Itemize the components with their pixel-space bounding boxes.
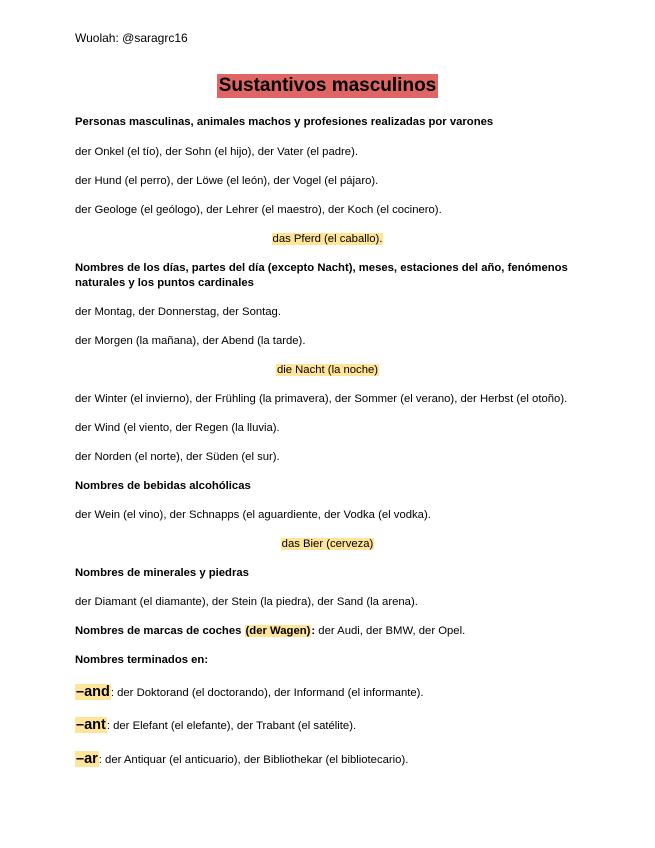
- suffix-ant: –ant: [76, 717, 106, 733]
- coches-highlight: (der Wagen): [245, 625, 311, 637]
- line-bebidas-1: der Wein (el vino), der Schnapps (el aguardiente, der Vodka (el vodka).: [75, 509, 431, 521]
- exception-bebidas-container: [0, 537, 655, 551]
- list-item-and: [75, 683, 424, 702]
- list-item-ant: [75, 716, 356, 735]
- line-dias-2: der Morgen (la mañana), der Abend (la tarde).: [75, 335, 306, 347]
- text-ant: : der Elefant (el elefante), der Trabant (el satélite).: [106, 720, 357, 732]
- heading-minerales: Nombres de minerales y piedras: [75, 567, 249, 579]
- line-dias-4: der Wind (el viento, der Regen (la lluvia).: [75, 422, 280, 434]
- line-personas-3: der Geologe (el geólogo), der Lehrer (el maestro), der Koch (el cocinero).: [75, 204, 442, 216]
- heading-terminados: Nombres terminados en:: [75, 654, 209, 666]
- watermark-text: Wuolah: @saragrc16: [75, 31, 188, 45]
- line-personas-1: der Onkel (el tío), der Sohn (el hijo), der Vater (el padre).: [75, 146, 358, 158]
- coches-colon: :: [311, 625, 316, 637]
- heading-coches: Nombres de marcas de coches: [75, 625, 242, 637]
- exception-personas: das Pferd (el caballo).: [272, 233, 383, 245]
- line-personas-2: der Hund (el perro), der Löwe (el león), der Vogel (el pájaro).: [75, 175, 379, 187]
- line-minerales-1: der Diamant (el diamante), der Stein (la piedra), der Sand (la arena).: [75, 596, 418, 608]
- title-container: [0, 74, 655, 98]
- line-coches: [75, 624, 465, 638]
- text-ar: : der Antiquar (el anticuario), der Bibliothekar (el bibliotecario).: [98, 754, 409, 766]
- coches-list: der Audi, der BMW, der Opel.: [315, 625, 466, 637]
- heading-personas: Personas masculinas, animales machos y profesiones realizadas por varones: [75, 116, 494, 128]
- list-item-ar: [75, 750, 408, 769]
- suffix-ar: –ar: [76, 751, 98, 767]
- text-and: : der Doktorand (el doctorando), der Informand (el informante).: [110, 687, 424, 699]
- line-dias-1: der Montag, der Donnerstag, der Sontag.: [75, 306, 281, 318]
- exception-dias: die Nacht (la noche): [276, 364, 379, 376]
- suffix-and: –and: [76, 684, 110, 700]
- line-dias-3: der Winter (el invierno), der Frühling (la primavera), der Sommer (el verano), der Herbst (el otoño).: [75, 393, 568, 405]
- exception-bebidas: das Bier (cerveza): [281, 538, 374, 550]
- exception-personas-container: [0, 232, 655, 246]
- heading-dias: Nombres de los días, partes del día (excepto Nacht), meses, estaciones del año, fenómenos naturales y los puntos cardinales: [75, 262, 568, 289]
- page-title: Sustantivos masculinos: [218, 75, 437, 96]
- exception-dias-container: [0, 363, 655, 377]
- line-dias-5: der Norden (el norte), der Süden (el sur).: [75, 451, 280, 463]
- heading-bebidas: Nombres de bebidas alcohólicas: [75, 480, 251, 492]
